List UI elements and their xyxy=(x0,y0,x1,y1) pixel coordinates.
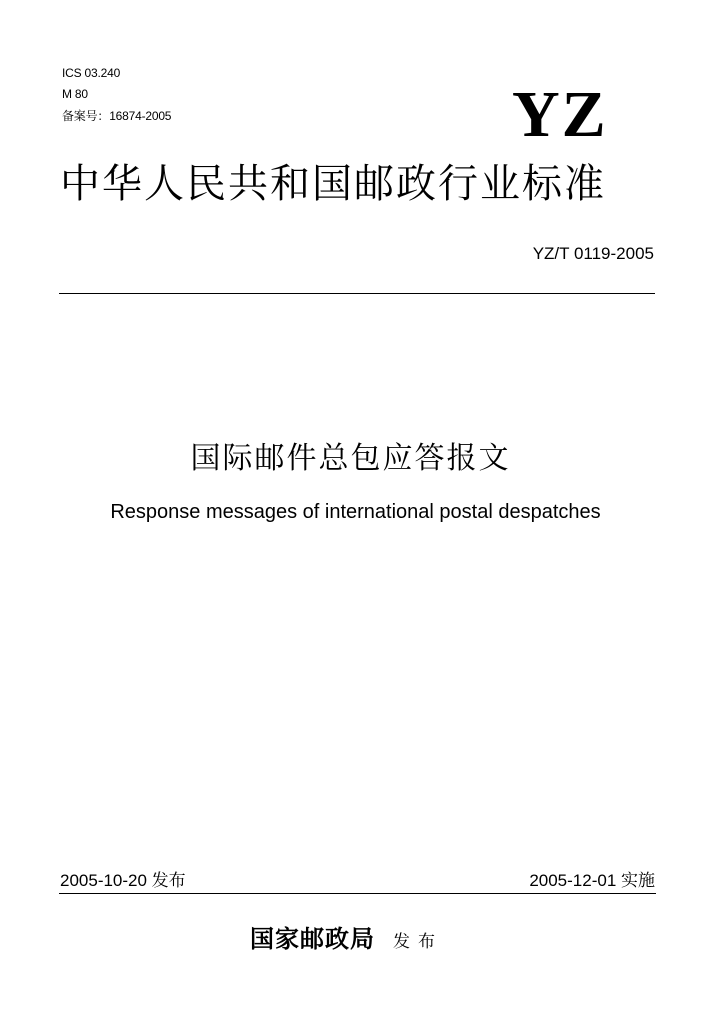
document-title-cn: 国际邮件总包应答报文 xyxy=(190,441,511,476)
bottom-divider xyxy=(59,893,656,894)
filing-number: 备案号：16874-2005 xyxy=(62,109,172,123)
publisher-organization: 国家邮政局 xyxy=(250,924,375,953)
ccs-code: M 80 xyxy=(62,87,88,101)
yz-logo: YZ xyxy=(512,78,608,151)
publisher-action: 发布 xyxy=(393,932,443,952)
publisher-line xyxy=(250,925,443,956)
issue-date: 2005-10-20 发布 xyxy=(60,871,186,890)
top-divider xyxy=(59,293,655,294)
standard-number: YZ/T 0119-2005 xyxy=(532,244,654,263)
standard-type-title: 中华人民共和国邮政行业标准 xyxy=(60,161,606,207)
implementation-date: 2005-12-01 实施 xyxy=(529,871,655,890)
ics-code: ICS 03.240 xyxy=(62,66,121,80)
document-title-en: Response messages of international postal despatches xyxy=(110,501,601,523)
